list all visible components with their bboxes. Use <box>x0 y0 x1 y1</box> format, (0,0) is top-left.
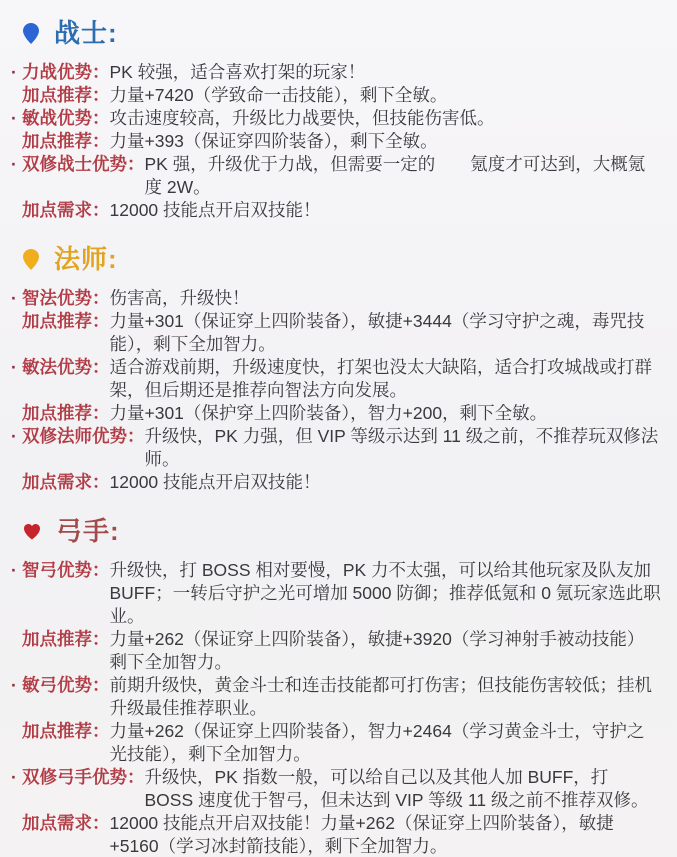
bullet-marker: · <box>11 767 17 787</box>
section-title: 法师: <box>54 244 118 274</box>
row-text: 12000 技能点开启双技能！ <box>109 472 321 492</box>
row-text: 力量+262（保证穿上四阶装备），智力+2464（学习黄金斗士，守护之光技能），剩下全加智力。 <box>109 721 645 764</box>
guide-row <box>10 402 661 425</box>
row-label: 智弓优势： <box>22 560 110 580</box>
section-warrior <box>10 14 661 222</box>
row-text: 12000 技能点开启双技能！ <box>109 200 321 220</box>
bullet-marker: · <box>11 560 17 580</box>
row-text: 前期升级快，黄金斗士和连击技能都可打伤害；但技能伤害较低；挂机升级最佳推荐职业。 <box>109 675 652 718</box>
row-label: 加点推荐： <box>22 629 110 649</box>
row-label: 双修弓手优势： <box>22 767 145 787</box>
row-label: 双修法师优势： <box>22 426 145 446</box>
row-text: 力量+393（保证穿四阶装备），剩下全敏。 <box>109 131 438 151</box>
section-title: 弓手: <box>56 516 120 546</box>
row-label: 力战优势： <box>22 62 110 82</box>
guide-row <box>10 61 661 84</box>
bullet-marker: · <box>11 154 17 174</box>
guide-row <box>10 471 661 494</box>
row-label: 智法优势： <box>22 288 110 308</box>
row-text: 攻击速度较高，升级比力战要快，但技能伤害低。 <box>109 108 495 128</box>
guide-row <box>10 720 661 766</box>
row-label: 敏法优势： <box>22 357 110 377</box>
row-text: 力量+301（保护穿上四阶装备），智力+200，剩下全敏。 <box>109 403 548 423</box>
guide-row <box>10 559 661 628</box>
row-label: 加点需求： <box>22 200 110 220</box>
bullet-marker: · <box>11 357 17 377</box>
row-label: 双修战士优势： <box>22 154 145 174</box>
guide-row <box>10 287 661 310</box>
bullet-marker: · <box>11 108 17 128</box>
guide-row <box>10 356 661 402</box>
guide-row <box>10 107 661 130</box>
row-text: 升级快，打 BOSS 相对要慢，PK 力不太强，可以给其他玩家及队友加 BUFF；一转后守护之光可增加 5000 防御；推荐低氪和 0 氪玩家选此职业。 <box>109 560 661 626</box>
row-text: 力量+262（保证穿上四阶装备），敏捷+3920（学习神射手被动技能）剩下全加智力。 <box>109 629 645 672</box>
row-text: 12000 技能点开启双技能！力量+262（保证穿上四阶装备），敏捷+5160（学习冰封箭技能），剩下全加智力。 <box>109 813 614 856</box>
row-text: PK 较强，适合喜欢打架的玩家！ <box>109 62 366 82</box>
row-label: 敏战优势： <box>22 108 110 128</box>
section-title: 战士: <box>54 18 118 48</box>
guide-row <box>10 674 661 720</box>
row-label: 加点推荐： <box>22 85 110 105</box>
guide-row <box>10 425 661 471</box>
bullet-marker: · <box>11 675 17 695</box>
row-label: 敏弓优势： <box>22 675 110 695</box>
section-mage <box>10 240 661 494</box>
heart-icon <box>23 523 41 540</box>
row-text: 力量+301（保证穿上四阶装备），敏捷+3444（学习守护之魂，毒咒技能），剩下全加智力。 <box>109 311 645 354</box>
guide-row <box>10 199 661 222</box>
pin-icon <box>23 249 39 270</box>
section-header <box>10 240 661 278</box>
section-header <box>10 512 661 550</box>
row-label: 加点推荐： <box>22 311 110 331</box>
row-text: 升级快，PK 力强，但 VIP 等级示达到 11 级之前，不推荐玩双修法师。 <box>144 426 659 469</box>
guide-row <box>10 628 661 674</box>
row-text: 升级快，PK 指数一般，可以给自己以及其他人加 BUFF，打 BOSS 速度优于智弓，但未达到 VIP 等级 11 级之前不推荐双修。 <box>144 767 649 810</box>
row-text: 力量+7420（学致命一击技能），剩下全敏。 <box>109 85 448 105</box>
pin-icon <box>23 23 39 44</box>
row-label: 加点推荐： <box>22 131 110 151</box>
guide-row <box>10 766 661 812</box>
bullet-marker: · <box>11 288 17 308</box>
guide-row <box>10 812 661 857</box>
guide-row <box>10 310 661 356</box>
row-text: PK 强，升级优于力战，但需要一定的 氪度才可达到，大概氪度 2W。 <box>144 154 646 197</box>
row-label: 加点推荐： <box>22 721 110 741</box>
section-archer <box>10 512 661 857</box>
row-text: 伤害高，升级快！ <box>109 288 250 308</box>
guide-row <box>10 130 661 153</box>
row-label: 加点需求： <box>22 472 110 492</box>
guide-row <box>10 153 661 199</box>
section-header <box>10 14 661 52</box>
row-label: 加点需求： <box>22 813 110 833</box>
bullet-marker: · <box>11 62 17 82</box>
bullet-marker: · <box>11 426 17 446</box>
guide-row <box>10 84 661 107</box>
row-text: 适合游戏前期，升级速度快，打架也没太大缺陷，适合打攻城战或打群架，但后期还是推荐向智法方向发展。 <box>109 357 652 400</box>
row-label: 加点推荐： <box>22 403 110 423</box>
